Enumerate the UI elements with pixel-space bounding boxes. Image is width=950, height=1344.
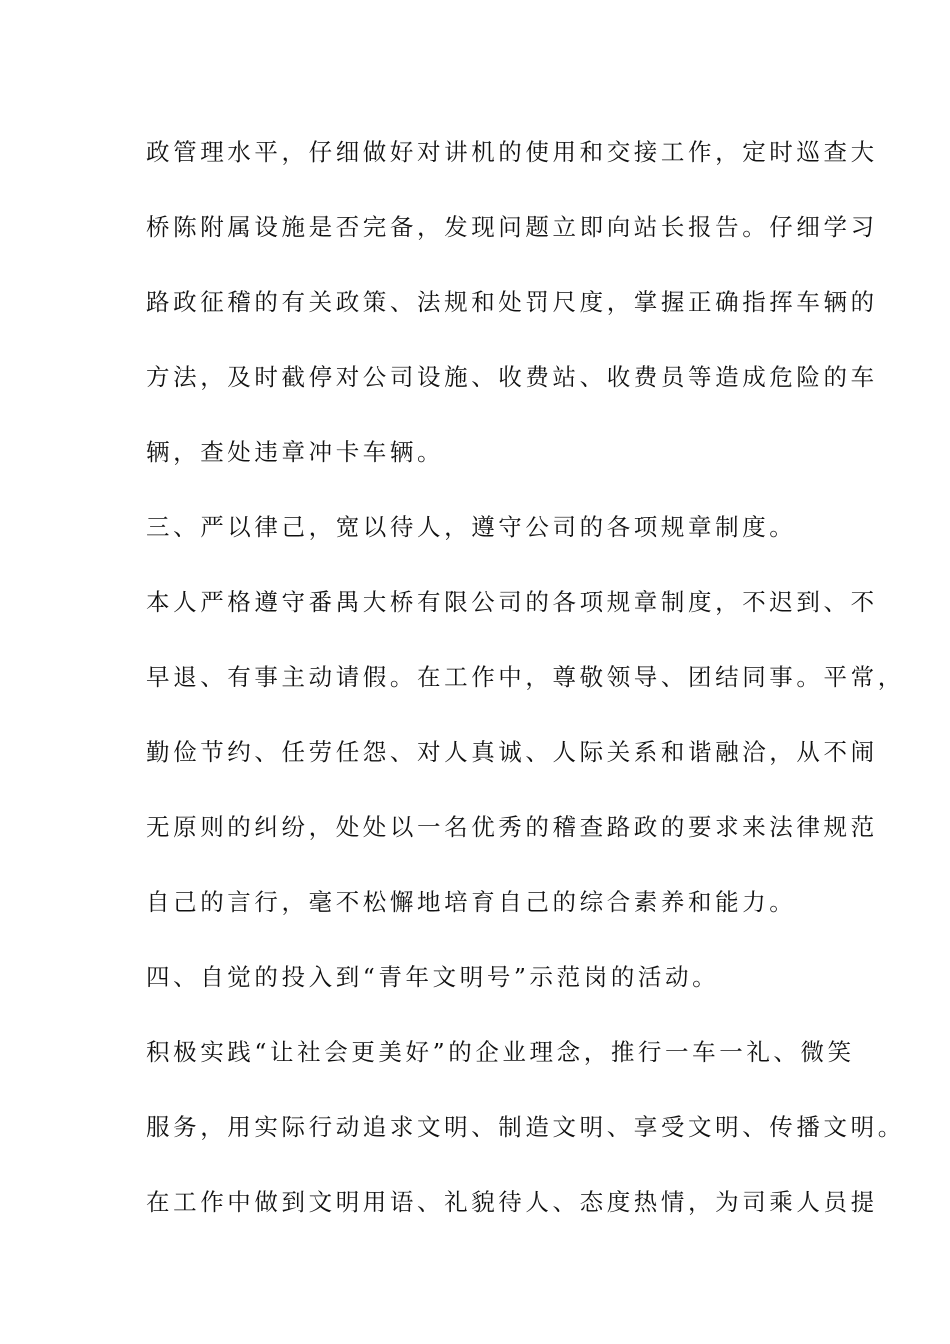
body-text-line: 早退、有事主动请假。在工作中，尊敬领导、团结同事。平常， — [146, 663, 905, 691]
section-heading: 四、自觉的投入到“青年文明号”示范岗的活动。 — [146, 963, 720, 991]
body-text-line: 积极实践“让社会更美好”的企业理念，推行一车一礼、微笑 — [146, 1038, 855, 1066]
section-heading: 三、严以律己，宽以待人，遵守公司的各项规章制度。 — [146, 513, 797, 541]
body-text-line: 自己的言行，毫不松懈地培育自己的综合素养和能力。 — [146, 888, 797, 916]
body-text-line: 勤俭节约、任劳任怨、对人真诚、人际关系和谐融洽，从不闹 — [146, 738, 878, 766]
body-text-line: 无原则的纠纷，处处以一名优秀的稽查路政的要求来法律规范 — [146, 813, 878, 841]
body-text-line: 在工作中做到文明用语、礼貌待人、态度热情，为司乘人员提 — [146, 1188, 878, 1216]
body-text-line: 服务，用实际行动追求文明、制造文明、享受文明、传播文明。 — [146, 1113, 905, 1141]
body-text-line: 桥陈附属设施是否完备，发现问题立即向站长报告。仔细学习 — [146, 213, 878, 241]
body-text-line: 路政征稽的有关政策、法规和处罚尺度，掌握正确指挥车辆的 — [146, 288, 878, 316]
body-text-line: 政管理水平，仔细做好对讲机的使用和交接工作，定时巡查大 — [146, 138, 878, 166]
body-text-line: 本人严格遵守番禺大桥有限公司的各项规章制度，不迟到、不 — [146, 588, 878, 616]
body-text-line: 辆，查处违章冲卡车辆。 — [146, 438, 445, 466]
body-text-line: 方法，及时截停对公司设施、收费站、收费员等造成危险的车 — [146, 363, 878, 391]
